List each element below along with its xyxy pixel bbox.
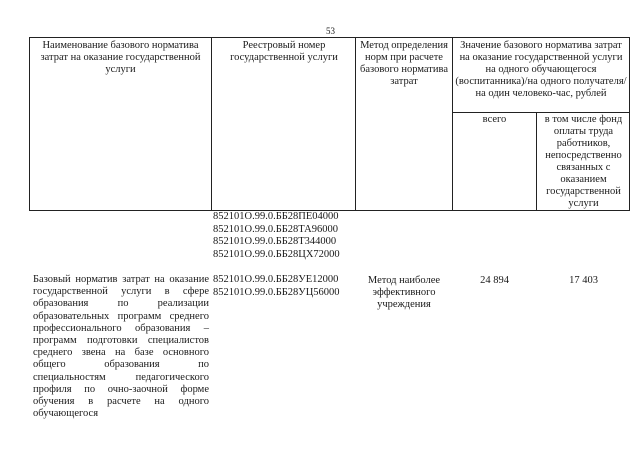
registry-code: 852101О.99.0.ББ28ЦХ72000: [213, 248, 340, 260]
table-left-border: [29, 37, 30, 211]
subheader-border: [452, 112, 630, 113]
header-col-method: Метод определения норм при расчете базового норматива затрат: [359, 40, 448, 87]
header-sub-total: всего: [482, 114, 507, 125]
table-top-border: [29, 37, 630, 38]
col-divider-4: [536, 112, 537, 211]
row-1-codes: [213, 211, 340, 261]
registry-code: 852101О.99.0.ББ28ПЕ04000: [213, 211, 339, 222]
page-number: 53: [326, 26, 335, 36]
registry-code: 852101О.99.0.ББ28УЦ56000: [213, 286, 340, 298]
header-col-registry: Реестровый номер государственной услуги: [230, 40, 338, 63]
col-divider-1: [211, 37, 212, 211]
row-2-method: Метод наиболее эффективного учреждения: [367, 275, 441, 310]
header-sub-payroll: в том числе фонд оплаты труда работников, непосредственно связанных с оказанием государственной услуги: [544, 114, 623, 209]
row-2-total: 24 894: [480, 275, 509, 286]
col-divider-2: [355, 37, 356, 211]
header-col-value: Значение базового норматива затрат на оказание государственной услуги на одного обучающегося (воспитанника)/на одного получателя/на один человеко-час, рублей: [455, 40, 627, 99]
header-col-name: Наименование базового норматива затрат на оказание государственной услуги: [40, 40, 201, 75]
registry-code: 852101О.99.0.ББ28ТА96000: [213, 223, 338, 235]
registry-code: 852101О.99.0.ББ28Т344000: [213, 236, 337, 247]
registry-code: 852101О.99.0.ББ28УЕ12000: [213, 274, 339, 285]
row-2-payroll: 17 403: [569, 275, 598, 286]
row-2-codes: [213, 274, 340, 299]
row-2-name: Базовый норматив затрат на оказание государственной услуги в сфере образования по реализации образовательных программ среднего профессионального образования – программ подготовки специалистов среднего звена на базе основного общего образования по специальностям педагогического профиля по очно-заочной форме обучения в расчете на одного обучающегося: [33, 274, 209, 420]
table-right-border: [629, 37, 630, 211]
